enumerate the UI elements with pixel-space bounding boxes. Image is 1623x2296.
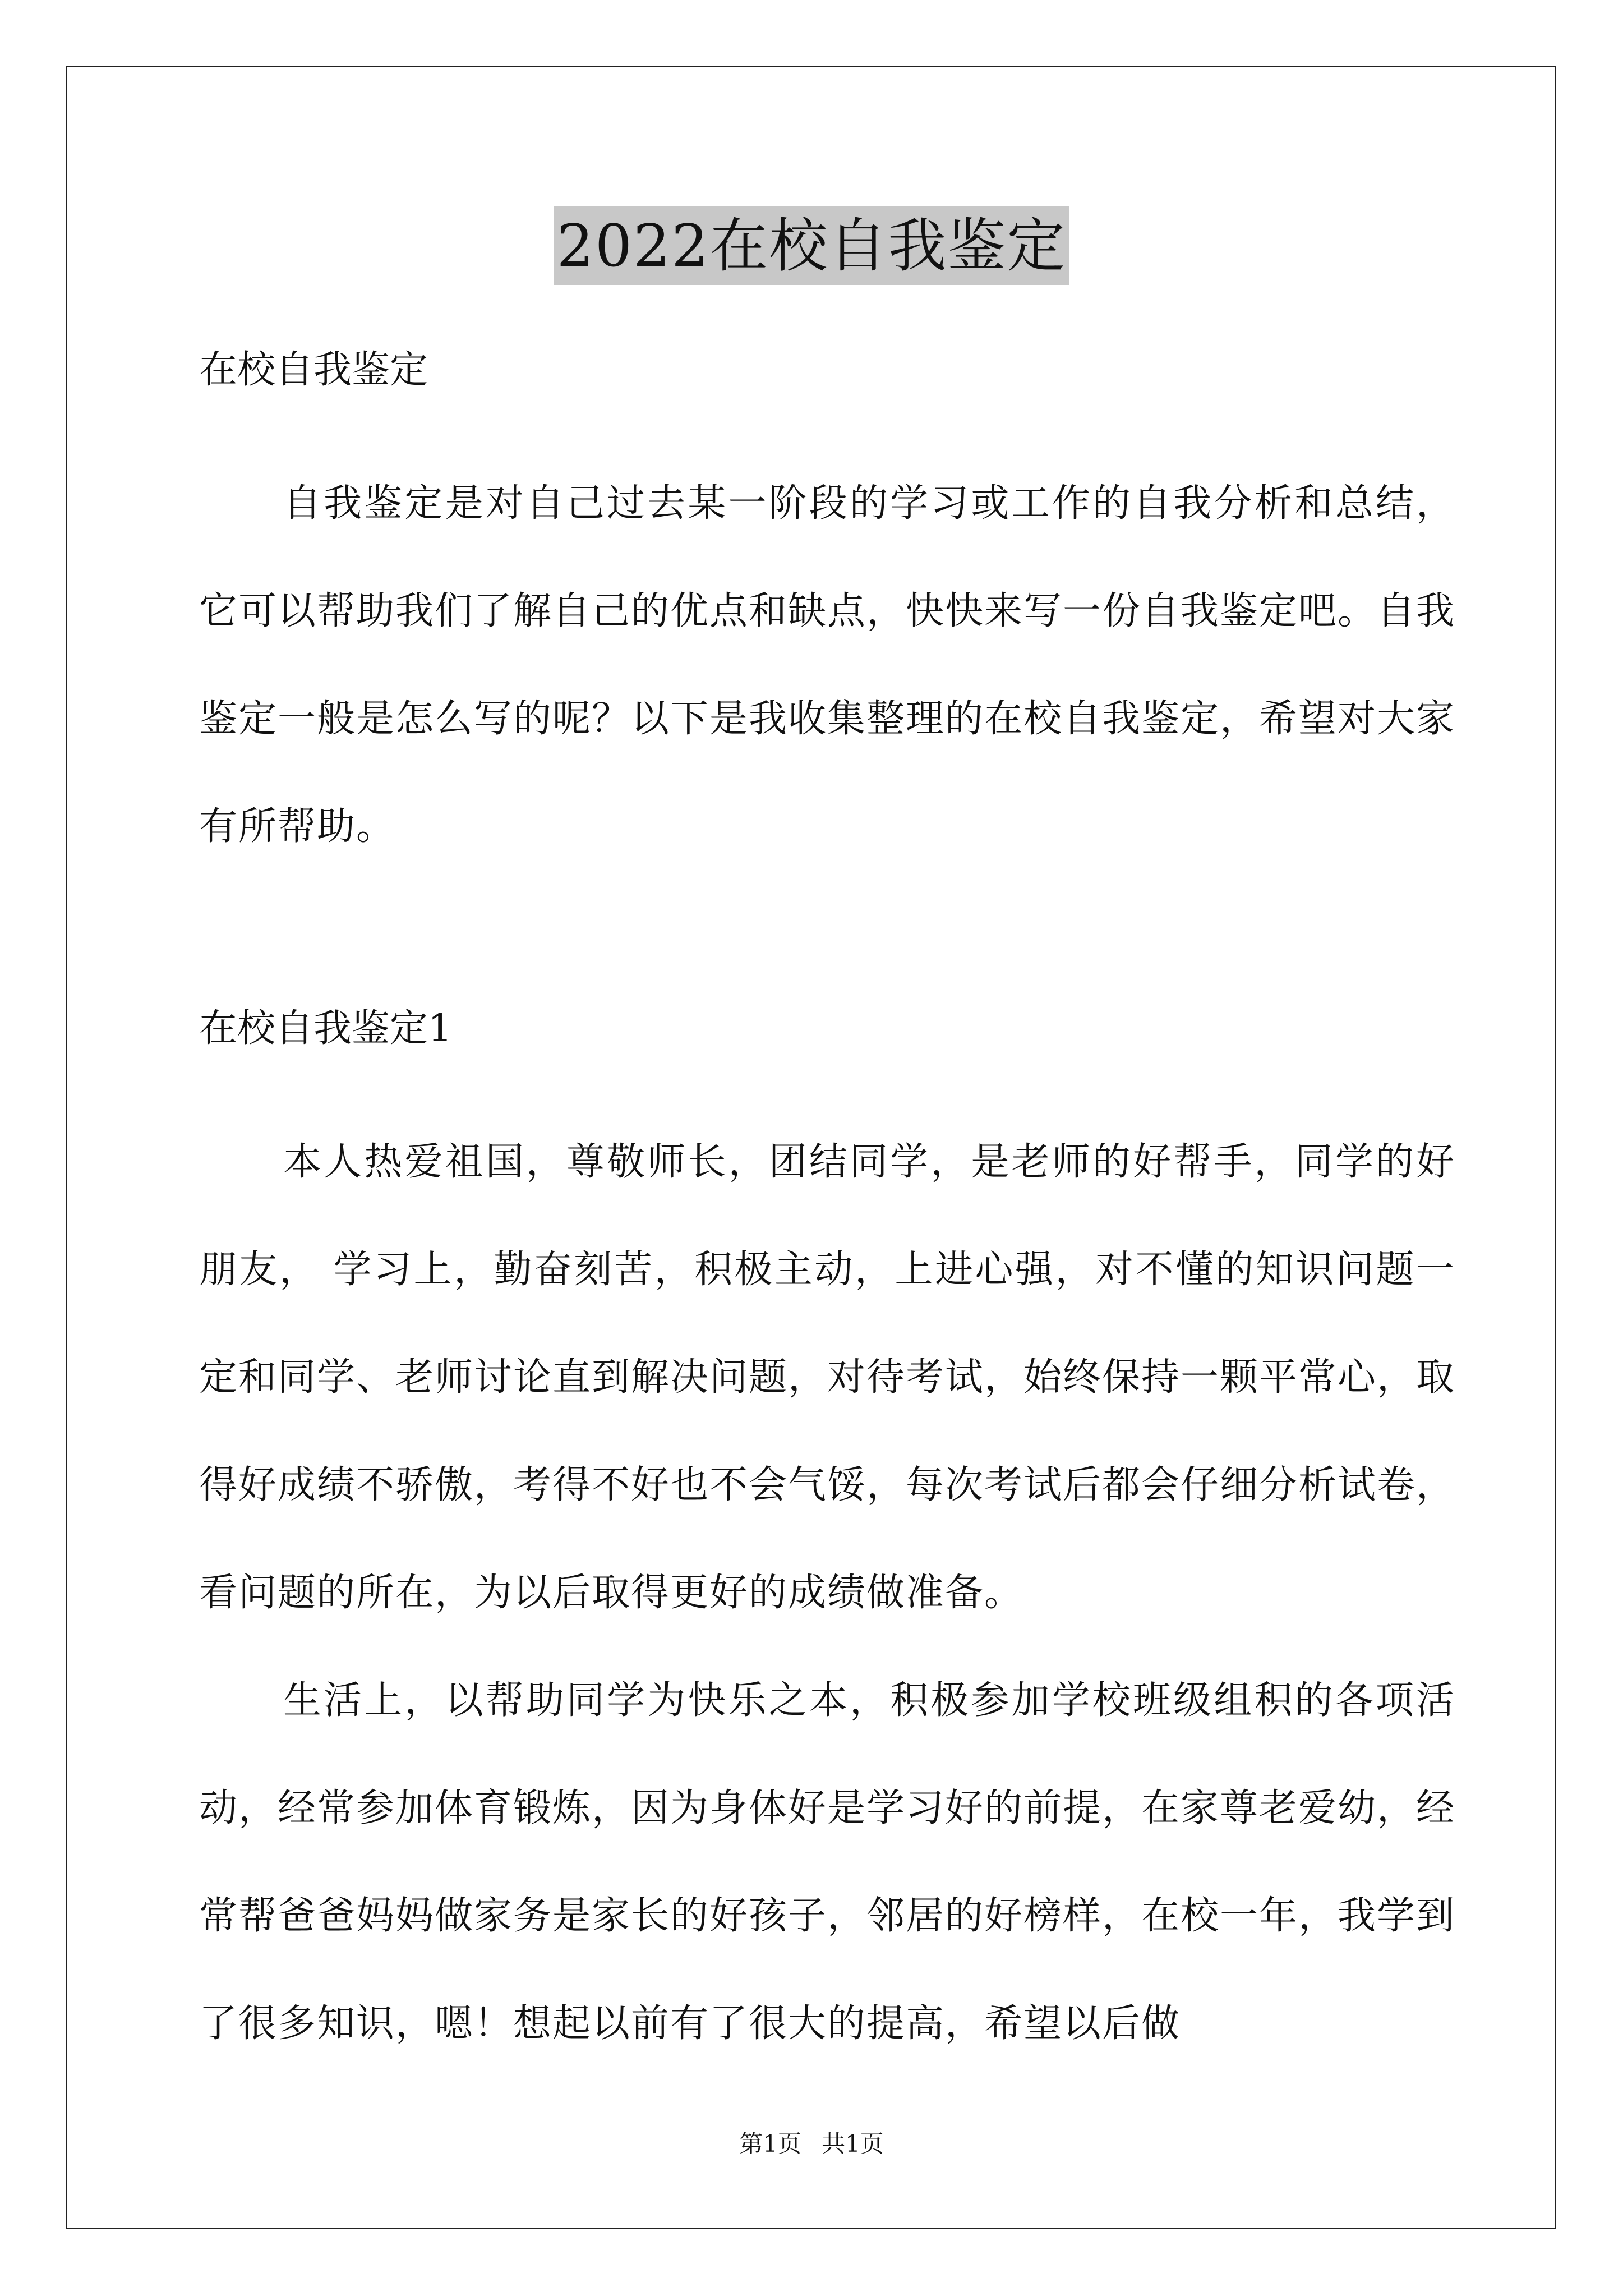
page-number: 第1页 — [739, 2130, 801, 2157]
subtitle: 在校自我鉴定 — [199, 348, 428, 392]
page-footer — [0, 2127, 1623, 2161]
intro-paragraph: 自我鉴定是对自己过去某一阶段的学习或工作的自我分析和总结，它可以帮助我们了解自己的优点和缺点，快快来写一份自我鉴定吧。自我鉴定一般是怎么写的呢？以下是我收集整理的在校自我鉴定，希望对大家有所帮助。 — [199, 481, 1456, 849]
page-total: 共1页 — [822, 2130, 884, 2157]
section-paragraph-2: 生活上，以帮助同学为快乐之本，积极参加学校班级组积的各项活动，经常参加体育锻炼，因为身体好是学习好的前提，在家尊老爱幼，经常帮爸爸妈妈做家务是家长的好孩子，邻居的好榜样，在校一年，我学到了很多知识，嗯！想起以前有了很大的提高，希望以后做 — [199, 1678, 1456, 2046]
document-title: 2022在校自我鉴定 — [554, 206, 1070, 285]
section-paragraph-1: 本人热爱祖国，尊敬师长，团结同学，是老师的好帮手，同学的好朋友， 学习上，勤奋刻苦，积极主动，上进心强，对不懂的知识问题一定和同学、老师讨论直到解决问题，对待考试，始终保持一颗平常心，取得好成绩不骄傲，考得不好也不会气馁，每次考试后都会仔细分析试卷，看问题的所在，为以后取得更好的成绩做准备。 — [199, 1140, 1456, 1615]
document-body — [199, 342, 1455, 2078]
title-container — [0, 206, 1623, 285]
section-heading: 在校自我鉴定1 — [199, 1006, 453, 1051]
